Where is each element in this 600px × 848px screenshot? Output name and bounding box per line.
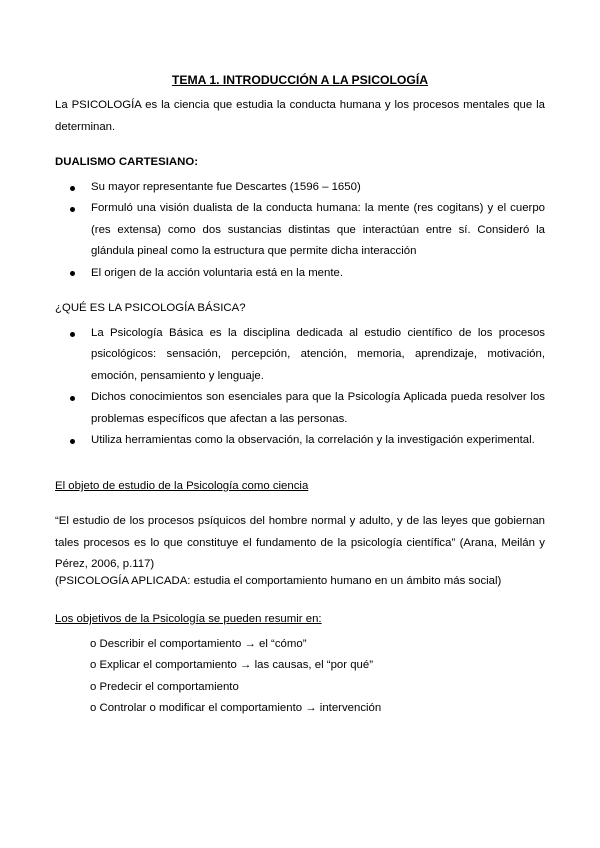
objeto-heading: El objeto de estudio de la Psicología como ciencia — [55, 480, 309, 492]
bullet-icon — [70, 332, 75, 337]
list-item: o Controlar o modificar el comportamiento → intervención — [90, 702, 382, 715]
list-item: Formuló una visión dualista de la conducta humana: la mente (res cogitans) y el cuerpo (res extensa) como dos sustancias distintas que interactúan entre sí. Consideró la glándula pineal como la estructura que permite dicha interacción — [55, 198, 545, 262]
bullet-icon — [70, 186, 75, 191]
page-title: TEMA 1. INTRODUCCIÓN A LA PSICOLOGÍA — [171, 73, 429, 87]
dualismo-heading: DUALISMO CARTESIANO: — [55, 156, 199, 168]
bullet-icon — [70, 439, 75, 444]
bullet-icon — [70, 396, 75, 401]
basica-heading: ¿QUÉ ES LA PSICOLOGÍA BÁSICA? — [55, 302, 246, 314]
list-item: o Describir el comportamiento → el “cómo” — [90, 638, 307, 650]
intro-paragraph: La PSICOLOGÍA es la ciencia que estudia la conducta humana y los procesos mentales que la determinan. — [55, 99, 545, 133]
list-item: o Predecir el comportamiento — [90, 680, 239, 693]
objeto-quote: “El estudio de los procesos psíquicos del hombre normal y adulto, y de las leyes que gobiernan tales procesos es lo que constituye el fundamento de la psicología científica” (Arana, Meilán y Pérez, 2006, p.117) — [55, 515, 545, 570]
list-item: Utiliza herramientas como la observación, la correlación y la investigación experimental. — [55, 430, 545, 451]
applied-note: (PSICOLOGÍA APLICADA: estudia el comportamiento humano en un ámbito más social) — [55, 575, 502, 587]
basica-list — [55, 323, 545, 451]
list-item: Dichos conocimientos son esenciales para que la Psicología Aplicada pueda resolver los problemas específicos que afectan a las personas. — [55, 387, 545, 430]
list-item: El origen de la acción voluntaria está en la mente. — [55, 263, 545, 284]
dualismo-list — [55, 177, 545, 284]
objetivos-heading: Los objetivos de la Psicología se pueden resumir en: — [55, 613, 322, 625]
list-item: La Psicología Básica es la disciplina dedicada al estudio científico de los procesos psicológicos: sensación, percepción, atención, memoria, aprendizaje, motivación, emoción, pensamiento y lenguaje. — [55, 323, 545, 387]
list-item: o Explicar el comportamiento → las causas, el “por qué” — [90, 659, 373, 672]
list-item: Su mayor representante fue Descartes (1596 – 1650) — [55, 177, 545, 198]
bullet-icon — [70, 271, 75, 276]
objetivos-list — [90, 634, 381, 720]
bullet-icon — [70, 207, 75, 212]
